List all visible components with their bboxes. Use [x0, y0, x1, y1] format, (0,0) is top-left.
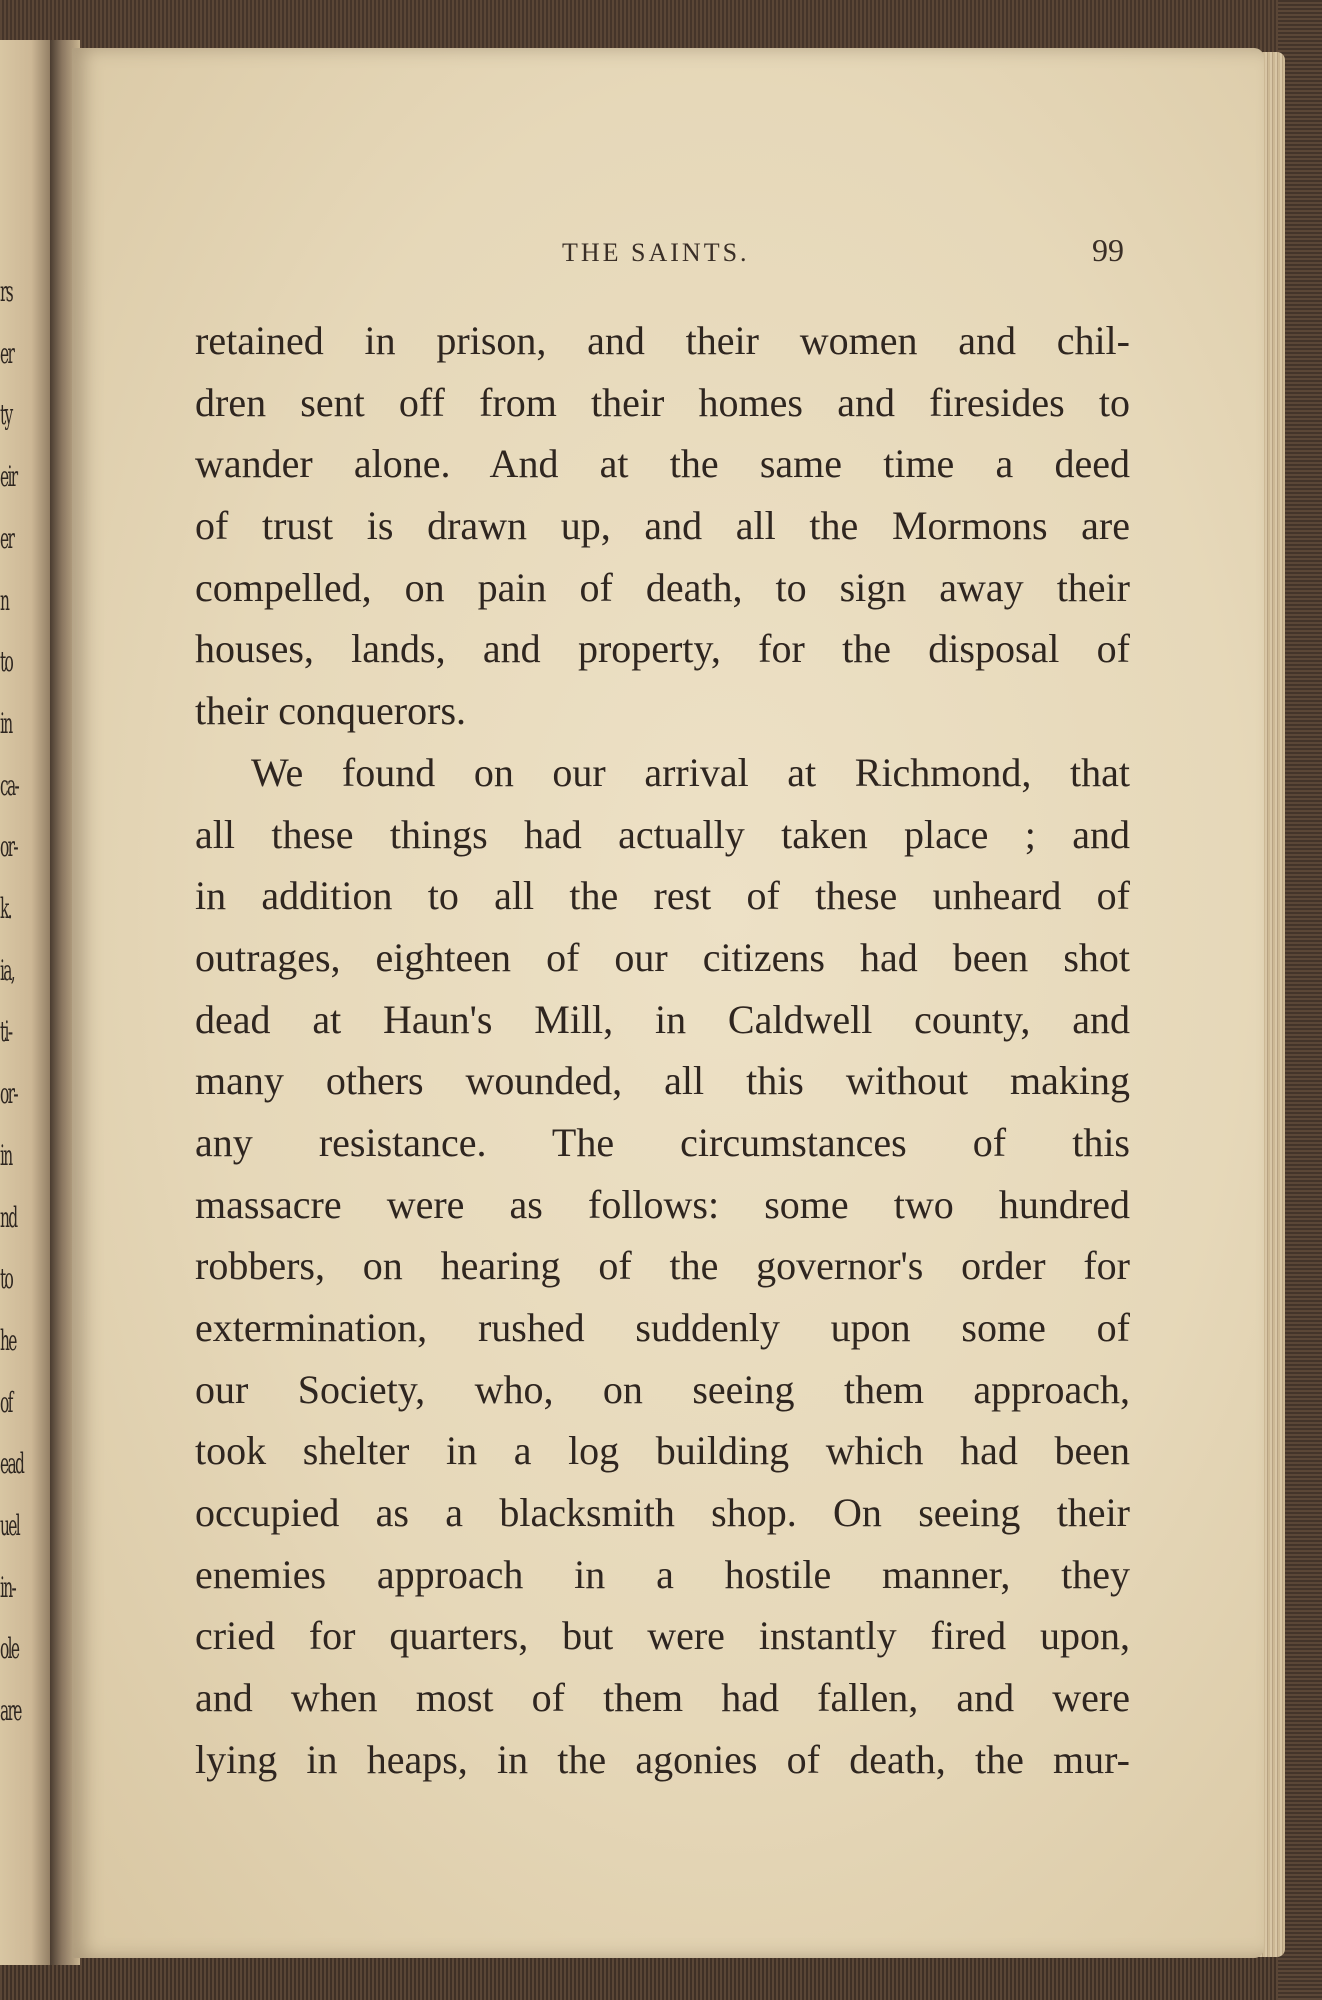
body-text: [195, 310, 1130, 1791]
text-line: houses, lands, and property, for the disposal of: [195, 626, 1130, 672]
text-line: outrages, eighteen of our citizens had been shot: [195, 934, 1130, 980]
text-line: our Society, who, on seeing them approach,: [195, 1366, 1130, 1412]
text-line: We found on our arrival at Richmond, that: [251, 749, 1130, 795]
previous-page-fragment: ia,: [0, 953, 15, 987]
previous-page-fragment: ole: [0, 1632, 19, 1666]
previous-page-fragment: ty: [0, 398, 12, 432]
text-line: dead at Haun's Mill, in Caldwell county, and: [195, 996, 1130, 1042]
text-line: occupied as a blacksmith shop. On seeing their: [195, 1490, 1130, 1536]
previous-page-text-fragments: [0, 40, 40, 1965]
text-line: retained in prison, and their women and chil-: [195, 318, 1130, 363]
previous-page-fragment: in: [0, 1138, 12, 1172]
previous-page-fragment: er: [0, 521, 14, 555]
text-line: all these things had actually taken place ; and: [195, 811, 1130, 857]
previous-page-fragment: nd: [0, 1200, 17, 1234]
text-line: extermination, rushed suddenly upon some of: [195, 1305, 1130, 1350]
previous-page-fragment: he: [0, 1323, 16, 1357]
page-number: 99: [1092, 232, 1124, 268]
text-line: dren sent off from their homes and firesides to: [195, 379, 1130, 425]
previous-page-fragment: in-: [0, 1570, 16, 1604]
text-line: cried for quarters, but were instantly fired upon,: [195, 1613, 1130, 1659]
text-line: lying in heaps, in the agonies of death, the mur-: [195, 1736, 1130, 1782]
previous-page-fragment: rs: [0, 275, 12, 308]
text-line: any resistance. The circumstances of this: [195, 1119, 1130, 1165]
previous-page-fragment: to: [0, 645, 13, 679]
previous-page-fragment: ti-: [0, 1015, 12, 1049]
text-line: robbers, on hearing of the governor's order for: [195, 1243, 1130, 1289]
text-line: their conquerors.: [195, 688, 467, 734]
previous-page-fragment: in: [0, 706, 12, 740]
text-line: in addition to all the rest of these unheard of: [195, 873, 1130, 919]
text-line: and when most of them had fallen, and were: [195, 1675, 1130, 1721]
text-line: compelled, on pain of death, to sign away their: [195, 564, 1130, 610]
previous-page-fragment: ca-: [0, 768, 19, 802]
previous-page-edge: [0, 40, 52, 1965]
previous-page-fragment: n: [0, 583, 9, 617]
previous-page-fragment: ead: [0, 1447, 24, 1481]
previous-page-fragment: to: [0, 1262, 13, 1296]
text-line: many others wounded, all this without making: [195, 1058, 1130, 1104]
previous-page-fragment: are: [0, 1694, 21, 1728]
previous-page-fragment: uel: [0, 1509, 20, 1542]
previous-page-fragment: er: [0, 336, 14, 370]
text-line: took shelter in a log building which had been: [195, 1428, 1130, 1474]
page: [72, 48, 1264, 1958]
text-line: wander alone. And at the same time a deed: [195, 441, 1130, 487]
previous-page-fragment: of: [0, 1385, 12, 1419]
previous-page-fragment: eir: [0, 460, 17, 494]
previous-page-fragment: k.: [0, 892, 11, 925]
running-head: THE SAINTS.: [562, 238, 750, 267]
text-line: of trust is drawn up, and all the Mormons are: [195, 503, 1130, 549]
previous-page-fragment: or-: [0, 830, 17, 864]
previous-page-fragment: or-: [0, 1077, 17, 1111]
text-line: massacre were as follows: some two hundred: [195, 1181, 1130, 1227]
text-line: enemies approach in a hostile manner, they: [195, 1551, 1130, 1597]
